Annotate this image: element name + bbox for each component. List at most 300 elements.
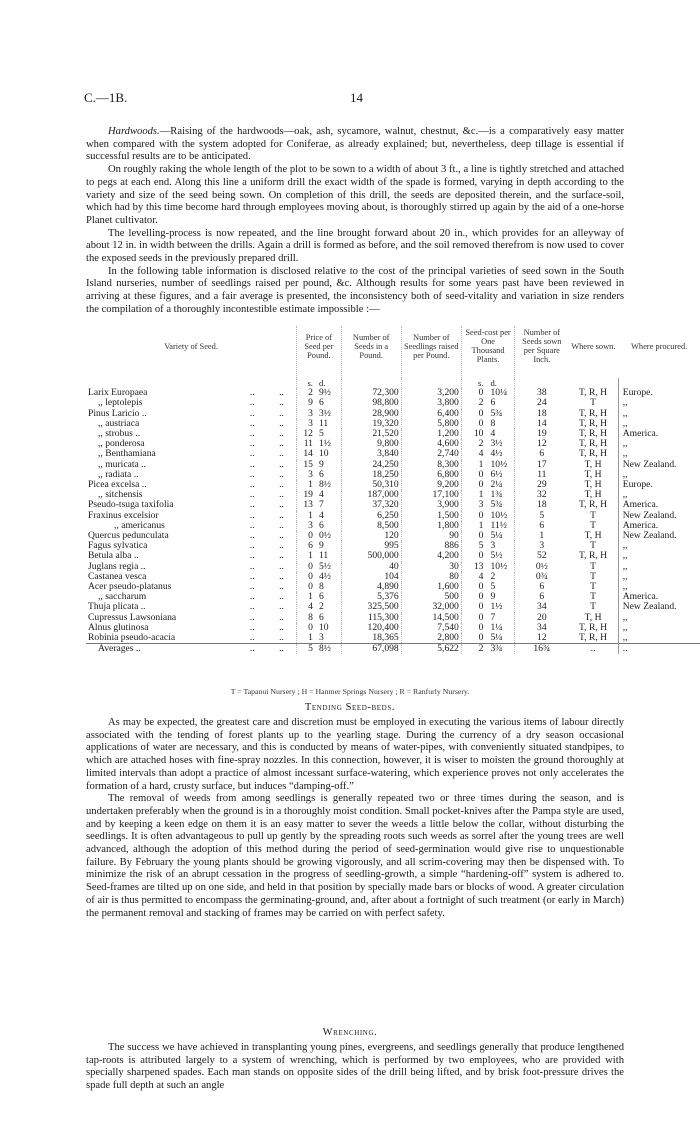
seeds-per-pound-cell: 28,900 <box>341 409 401 419</box>
where-sown-cell: T <box>590 581 596 593</box>
where-procured-cell: ,, <box>618 562 700 572</box>
seeds-per-inch-cell: 34 <box>515 623 569 633</box>
where-sown-cell: T <box>590 397 596 409</box>
avg-seedlings: 5,622 <box>401 644 461 655</box>
price-pence-cell: 1½ <box>318 438 331 450</box>
seedlings-per-pound-cell: 32,000 <box>401 602 461 612</box>
page-header <box>84 90 624 106</box>
leader-dots: .. <box>279 417 284 429</box>
cost-shillings-cell: 0 <box>461 511 485 521</box>
price-pence-cell: 3 <box>318 632 324 644</box>
seeds-per-pound-cell: 21,520 <box>341 429 401 439</box>
cost-shillings-cell: 1 <box>461 490 485 500</box>
leader-dots: .. <box>279 601 284 613</box>
price-pence-cell: 9 <box>318 458 324 470</box>
averages-row <box>86 644 700 655</box>
cost-shillings-cell: 0 <box>461 602 485 612</box>
leader-dots: .. <box>249 438 255 450</box>
seeds-per-inch-cell: 18 <box>515 409 569 419</box>
leader-dots: .. <box>249 601 255 613</box>
leader-dots: .. <box>279 550 284 562</box>
leader-dots: .. <box>249 458 255 470</box>
price-pence-cell: 9½ <box>318 387 331 399</box>
seeds-per-inch-cell: 12 <box>515 439 569 449</box>
cost-shillings-cell: 13 <box>461 562 485 572</box>
variety-cell: ,, ponderosa <box>98 438 145 450</box>
seeds-per-pound-cell: 500,000 <box>341 551 401 561</box>
variety-cell: Pseudo-tsuga taxifolia <box>88 499 174 511</box>
variety-cell: ,, leptolepis <box>98 397 143 409</box>
leader-dots: .. <box>249 489 255 501</box>
leader-dots: .. <box>249 570 255 582</box>
variety-cell: ,, muricata .. <box>98 458 146 470</box>
variety-cell: ,, sitchensis <box>98 489 143 501</box>
seedlings-per-pound-cell: 3,800 <box>401 398 461 408</box>
cost-shillings-cell: 2 <box>461 398 485 408</box>
variety-cell: Acer pseudo-platanus <box>88 581 172 593</box>
seeds-per-inch-cell: 20 <box>515 613 569 623</box>
where-procured-cell: ,, <box>618 572 700 582</box>
seeds-per-pound-cell: 3,840 <box>341 449 401 459</box>
price-shillings-cell: 1 <box>297 592 315 602</box>
where-sown-cell: T, R, H <box>579 621 608 633</box>
cost-shillings-cell: 0 <box>461 613 485 623</box>
cost-pence-cell: 5¼ <box>490 632 503 644</box>
price-shillings-cell: 1 <box>297 511 315 521</box>
cost-pence-cell: 5¾ <box>490 499 503 511</box>
variety-cell: ,, radiata .. <box>98 468 139 480</box>
leader-dots: .. <box>249 468 255 480</box>
leader-dots: .. <box>279 621 284 633</box>
where-sown-cell: T, H <box>584 611 602 623</box>
variety-cell: ,, austriaca <box>98 417 140 429</box>
where-procured-cell: America. <box>618 429 700 439</box>
price-shillings-cell: 3 <box>297 419 315 429</box>
leader-dots: .. <box>249 387 255 399</box>
seeds-per-pound-cell: 98,800 <box>341 398 401 408</box>
paragraph: On roughly raking the whole length of the plot to be sown to a width of about 3 ft., a line is tightly stretched and attached to pegs at each end. Along this line a uniform drill the exact width of the spade is formed, varying in depth according to the variety and size of the seed being sown. On completion of this drill, the seeds are deposited therein, and the surface-soil, which had by this time become hard through employees moving about, is thoroughly stirred up again by the aid of a one-horse Planet cultivator. <box>86 164 624 226</box>
price-shillings-cell: 11 <box>297 439 315 449</box>
where-procured-cell: ,, <box>618 582 700 592</box>
where-sown-cell: T, R, H <box>579 550 608 562</box>
leader-dots: .. <box>279 611 284 623</box>
price-shillings-cell: 1 <box>297 633 315 644</box>
seedlings-per-pound-cell: 8,300 <box>401 460 461 470</box>
col-header-variety: Variety of Seed. <box>164 341 218 351</box>
cost-shillings-cell: 0 <box>461 409 485 419</box>
cost-pence-cell: 5¾ <box>490 407 503 419</box>
table-header-row <box>86 326 700 378</box>
col-header-seedlings: Number of Seedlings raised per Pound. <box>401 326 461 378</box>
seedlings-per-pound-cell: 9,200 <box>401 480 461 490</box>
seeds-per-pound-cell: 120 <box>341 531 401 541</box>
price-pence-cell: 5½ <box>318 560 331 572</box>
seeds-per-pound-cell: 120,400 <box>341 623 401 633</box>
seeds-per-inch-cell: 6 <box>515 582 569 592</box>
leader-dots: .. <box>249 540 255 552</box>
seeds-per-inch-cell: 6 <box>515 449 569 459</box>
leader-dots: .. <box>279 407 284 419</box>
seeds-per-pound-cell: 5,376 <box>341 592 401 602</box>
unit-shillings: s. <box>297 378 315 388</box>
averages-label: Averages .. <box>86 644 238 655</box>
cost-pence-cell: 5½ <box>490 550 503 562</box>
variety-cell: Castanea vesca <box>88 570 147 582</box>
where-procured-cell: America. <box>618 500 700 510</box>
leader-dots: .. <box>249 428 255 440</box>
price-pence-cell: 6 <box>318 468 324 480</box>
leader-dots: .. <box>279 499 284 511</box>
leader-dots: .. <box>249 407 255 419</box>
cost-shillings-cell: 0 <box>461 633 485 644</box>
where-sown-cell: T, H <box>584 489 602 501</box>
seeds-per-pound-cell: 72,300 <box>341 388 401 398</box>
leader-dots: .. <box>279 540 284 552</box>
cost-pence-cell: 9 <box>490 591 496 603</box>
leader-dots: .. <box>238 644 267 655</box>
leader-dots: .. <box>249 448 255 460</box>
leader-dots: .. <box>249 417 255 429</box>
col-header-procured: Where procured. <box>630 341 688 351</box>
where-sown-cell: T, H <box>584 468 602 480</box>
seeds-per-inch-cell: 19 <box>515 429 569 439</box>
leader-dots: .. <box>279 570 284 582</box>
where-sown-cell: T, R, H <box>579 407 608 419</box>
avg-seeds: 67,098 <box>341 644 401 655</box>
where-procured-cell: ,, <box>618 398 700 408</box>
seed-table <box>86 326 700 654</box>
section-heading-tending: Tending Seed-beds. <box>304 702 396 713</box>
section-heading-wrenching: Wrenching. <box>322 1027 378 1038</box>
price-pence-cell: 3½ <box>318 407 331 419</box>
price-shillings-cell: 1 <box>297 551 315 561</box>
variety-cell: Pinus Laricio .. <box>88 407 147 419</box>
cost-pence-cell: 4½ <box>490 448 503 460</box>
where-procured-cell: ,, <box>618 439 700 449</box>
cost-shillings-cell: 0 <box>461 419 485 429</box>
price-pence-cell: 6 <box>318 397 324 409</box>
variety-cell: ,, saccharum <box>98 591 147 603</box>
seeds-per-pound-cell: 4,890 <box>341 582 401 592</box>
seeds-per-inch-cell: 18 <box>515 500 569 510</box>
paragraph: As may be expected, the greatest care and discretion must be employed in executing the various items of labour directly associated with the tending of forest plants up to the yearling stage. During the currency of a dry season occasional applications of water are necessary, and this is conducted by means of water-pipes, with conveniently situated standpipes, to which are attached hoses with fine-spray nozzles. In this connection, however, it is wiser to moisten the ground thoroughly at limited intervals than adopt a practice of almost incessant surface-watering, which experience proves not only accelerates the formation of a hard, crusty surface, but induces “damping-off.” <box>86 717 624 792</box>
where-procured-cell: Europe. <box>618 480 700 490</box>
leader-dots: .. <box>279 458 284 470</box>
leader-dots: .. <box>279 581 284 593</box>
leader-dots: .. <box>249 632 255 644</box>
cost-shillings-cell: 4 <box>461 572 485 582</box>
seedlings-per-pound-cell: 5,800 <box>401 419 461 429</box>
where-procured-cell: New Zealand. <box>618 531 700 541</box>
cost-shillings-cell: 3 <box>461 500 485 510</box>
cost-shillings-cell: 10 <box>461 429 485 439</box>
seedlings-per-pound-cell: 886 <box>401 541 461 551</box>
paragraph: The success we have achieved in transplanting young pines, evergreens, and seedlings generally that produce lengthened tap-roots is attributed largely to a system of wrenching, which is performed by two employees, who are provided with specially sharpened spades. Each man stands on opposite sides of the drill being lifted, and by brisk foot-pressure drives the spade full depth at such an angle <box>86 1042 624 1092</box>
price-shillings-cell: 0 <box>297 582 315 592</box>
price-shillings-cell: 3 <box>297 521 315 531</box>
leader-dots: .. <box>249 550 255 562</box>
avg-cost-pence: 3¾ <box>485 644 514 655</box>
table-row <box>86 633 700 644</box>
where-procured-cell: ,, <box>618 541 700 551</box>
price-shillings-cell: 14 <box>297 449 315 459</box>
cost-pence-cell: 2 <box>490 570 496 582</box>
seeds-per-pound-cell: 115,300 <box>341 613 401 623</box>
unit-shillings: s. <box>461 378 485 388</box>
price-pence-cell: 6 <box>318 591 324 603</box>
where-procured-cell: ,, <box>618 551 700 561</box>
where-procured-cell: New Zealand. <box>618 460 700 470</box>
price-shillings-cell: 3 <box>297 409 315 419</box>
table-body <box>86 378 700 654</box>
cost-pence-cell: 1¼ <box>490 621 503 633</box>
where-procured-cell: ,, <box>618 419 700 429</box>
col-header-where-sown: Where sown. <box>571 341 616 351</box>
col-header-price: Price of Seed per Pound. <box>297 326 342 378</box>
price-shillings-cell: 3 <box>297 470 315 480</box>
seedlings-per-pound-cell: 6,800 <box>401 470 461 480</box>
cost-pence-cell: 10½ <box>490 458 508 470</box>
variety-cell: Betula alba .. <box>88 550 139 562</box>
page-number: 14 <box>350 90 363 105</box>
cost-shillings-cell: 0 <box>461 623 485 633</box>
variety-cell: Cupressus Lawsoniana <box>88 611 177 623</box>
seeds-per-pound-cell: 24,250 <box>341 460 401 470</box>
seedlings-per-pound-cell: 4,200 <box>401 551 461 561</box>
leader-dots: .. <box>249 621 255 633</box>
cost-pence-cell: 2¼ <box>490 479 503 491</box>
seedlings-per-pound-cell: 500 <box>401 592 461 602</box>
col-header-sown-per-inch: Number of Seeds sown per Square Inch. <box>515 326 569 378</box>
price-pence-cell: 6 <box>318 519 324 531</box>
cost-shillings-cell: 4 <box>461 449 485 459</box>
avg-procured: .. <box>618 644 700 655</box>
where-procured-cell: ,, <box>618 490 700 500</box>
seedlings-per-pound-cell: 80 <box>401 572 461 582</box>
seeds-per-pound-cell: 37,320 <box>341 500 401 510</box>
variety-cell: Robinia pseudo-acacia <box>88 632 176 644</box>
seedlings-per-pound-cell: 6,400 <box>401 409 461 419</box>
lead-italic: Hardwoods. <box>108 126 160 137</box>
seedlings-per-pound-cell: 1,200 <box>401 429 461 439</box>
cost-shillings-cell: 0 <box>461 531 485 541</box>
where-procured-cell: America. <box>618 521 700 531</box>
price-pence-cell: 8 <box>318 581 324 593</box>
price-pence-cell: 6 <box>318 611 324 623</box>
price-shillings-cell: 0 <box>297 531 315 541</box>
cost-pence-cell: 1¾ <box>490 489 503 501</box>
leader-dots: .. <box>279 397 284 409</box>
where-sown-cell: T, R, H <box>579 387 608 399</box>
cost-pence-cell: 10½ <box>490 509 508 521</box>
price-shillings-cell: 1 <box>297 480 315 490</box>
where-sown-cell: T <box>590 591 596 603</box>
seedlings-per-pound-cell: 1,800 <box>401 521 461 531</box>
where-sown-cell: T, R, H <box>579 499 608 511</box>
where-procured-cell: Europe. <box>618 388 700 398</box>
leader-dots: .. <box>249 530 255 542</box>
price-shillings-cell: 0 <box>297 572 315 582</box>
price-shillings-cell: 15 <box>297 460 315 470</box>
where-sown-cell: T, R, H <box>579 428 608 440</box>
leader-dots: .. <box>279 448 284 460</box>
leader-dots: .. <box>279 591 284 603</box>
price-pence-cell: 0½ <box>318 530 331 542</box>
where-sown-cell: T <box>590 560 596 572</box>
where-sown-cell: T <box>590 509 596 521</box>
col-header-seeds: Number of Seeds in a Pound. <box>341 326 401 378</box>
seeds-per-inch-cell: 6 <box>515 521 569 531</box>
cost-pence-cell: 5 <box>490 581 496 593</box>
leader-dots: .. <box>279 509 284 521</box>
price-pence-cell: 9 <box>318 540 324 552</box>
avg-seeds-per-inch: 16¾ <box>515 644 569 655</box>
price-shillings-cell: 6 <box>297 541 315 551</box>
seeds-per-inch-cell: 5 <box>515 511 569 521</box>
avg-price-pence: 8½ <box>315 644 341 655</box>
variety-cell: Fagus sylvatica <box>88 540 148 552</box>
seeds-per-pound-cell: 6,250 <box>341 511 401 521</box>
price-pence-cell: 11 <box>318 550 329 562</box>
cost-pence-cell: 10¼ <box>490 387 508 399</box>
seeds-per-inch-cell: 14 <box>515 419 569 429</box>
leader-dots: .. <box>279 468 284 480</box>
where-sown-cell: T, H <box>584 458 602 470</box>
seeds-per-pound-cell: 187,000 <box>341 490 401 500</box>
where-sown-cell: T, H <box>584 530 602 542</box>
seedlings-per-pound-cell: 7,540 <box>401 623 461 633</box>
leader-dots: .. <box>279 519 284 531</box>
seeds-per-pound-cell: 18,250 <box>341 470 401 480</box>
leader-dots: .. <box>279 530 284 542</box>
leader-dots: .. <box>279 438 284 450</box>
unit-pence: d. <box>318 378 326 388</box>
paragraph: The levelling-process is now repeated, and the line brought forward about 20 in., which provides for an alleyway of about 12 in. in width between the drills. Again a drill is formed as before, and the soil removed therefrom is now used to cover the exposed seeds in the previously prepared drill. <box>86 227 624 265</box>
leader-dots: .. <box>249 611 255 623</box>
avg-where-sown: .. <box>568 644 618 655</box>
variety-cell: Fraxinus excelsior <box>88 509 159 521</box>
seeds-per-inch-cell: 1 <box>515 531 569 541</box>
variety-cell: Thuja plicata .. <box>88 601 146 613</box>
where-sown-cell: T, R, H <box>579 632 608 644</box>
price-pence-cell: 10 <box>318 621 329 633</box>
leader-dots: .. <box>279 489 284 501</box>
seeds-per-inch-cell: 52 <box>515 551 569 561</box>
where-sown-cell: T <box>590 540 596 552</box>
variety-cell: ,, americanus <box>114 519 165 531</box>
where-sown-cell: T <box>590 601 596 613</box>
price-pence-cell: 4 <box>318 509 324 521</box>
cost-shillings-cell: 0 <box>461 592 485 602</box>
seeds-per-inch-cell: 0¾ <box>515 572 569 582</box>
cost-shillings-cell: 2 <box>461 439 485 449</box>
where-sown-cell: T, H <box>584 479 602 491</box>
unit-pence: d. <box>490 378 497 388</box>
seeds-per-inch-cell: 0½ <box>515 562 569 572</box>
cost-shillings-cell: 1 <box>461 460 485 470</box>
seedlings-per-pound-cell: 14,500 <box>401 613 461 623</box>
where-procured-cell: ,, <box>618 470 700 480</box>
leader-dots: .. <box>267 644 297 655</box>
variety-cell: Picea excelsa .. <box>88 479 147 491</box>
where-procured-cell: New Zealand. <box>618 511 700 521</box>
seeds-per-inch-cell: 32 <box>515 490 569 500</box>
seeds-per-pound-cell: 40 <box>341 562 401 572</box>
cost-shillings-cell: 5 <box>461 541 485 551</box>
price-shillings-cell: 9 <box>297 398 315 408</box>
where-procured-cell: ,, <box>618 613 700 623</box>
leader-dots: .. <box>249 479 255 491</box>
leader-dots: .. <box>249 397 255 409</box>
where-sown-cell: T <box>590 570 596 582</box>
cost-shillings-cell: 0 <box>461 551 485 561</box>
leader-dots: .. <box>279 632 284 644</box>
seeds-per-inch-cell: 6 <box>515 592 569 602</box>
seeds-per-inch-cell: 34 <box>515 602 569 612</box>
seedlings-per-pound-cell: 90 <box>401 531 461 541</box>
price-pence-cell: 8½ <box>318 479 331 491</box>
cost-pence-cell: 6½ <box>490 468 503 480</box>
seeds-per-inch-cell: 24 <box>515 398 569 408</box>
cost-shillings-cell: 1 <box>461 521 485 531</box>
cost-pence-cell: 1½ <box>490 601 503 613</box>
cost-pence-cell: 6 <box>490 397 496 409</box>
cost-pence-cell: 3½ <box>490 438 503 450</box>
cost-shillings-cell: 0 <box>461 470 485 480</box>
leader-dots: .. <box>249 591 255 603</box>
seeds-per-inch-cell: 17 <box>515 460 569 470</box>
document-code: C.—1B. <box>84 90 128 105</box>
price-pence-cell: 4 <box>318 489 324 501</box>
price-pence-cell: 4½ <box>318 570 331 582</box>
cost-pence-cell: 4 <box>490 428 496 440</box>
price-shillings-cell: 13 <box>297 500 315 510</box>
cost-shillings-cell: 0 <box>461 480 485 490</box>
avg-cost-shillings: 2 <box>461 644 485 655</box>
paragraph: In the following table information is disclosed relative to the cost of the principal varieties of seed sown in the South Island nurseries, number of seedlings raised per pound, &c. Although results for some years past have been reviewed in arriving at these figures, and a fair average is presented, the inconsistency both of seed-vitality and variation in size renders the compilation of a thoroughly incontestible estimate impossible :— <box>86 265 624 315</box>
leader-dots: .. <box>249 560 255 572</box>
variety-cell: Quercus pedunculata <box>88 530 169 542</box>
where-procured-cell: America. <box>618 592 700 602</box>
where-sown-cell: T <box>590 519 596 531</box>
leader-dots: .. <box>249 499 255 511</box>
seedlings-per-pound-cell: 17,100 <box>401 490 461 500</box>
price-shillings-cell: 12 <box>297 429 315 439</box>
seeds-per-pound-cell: 995 <box>341 541 401 551</box>
seedlings-per-pound-cell: 3,900 <box>401 500 461 510</box>
cost-pence-cell: 5¼ <box>490 530 503 542</box>
intro-section <box>86 126 624 317</box>
price-shillings-cell: 2 <box>297 388 315 398</box>
seedlings-per-pound-cell: 3,200 <box>401 388 461 398</box>
seedlings-per-pound-cell: 2,740 <box>401 449 461 459</box>
seedlings-per-pound-cell: 4,600 <box>401 439 461 449</box>
price-pence-cell: 5 <box>318 428 324 440</box>
nursery-legend: T = Tapanui Nursery ; H = Hanmer Springs Nursery ; R = Ranfurly Nursery. <box>230 687 470 696</box>
seeds-per-inch-cell: 12 <box>515 633 569 644</box>
avg-price-shillings: 5 <box>297 644 315 655</box>
seedlings-per-pound-cell: 1,500 <box>401 511 461 521</box>
cost-pence-cell: 11½ <box>490 519 507 531</box>
where-procured-cell: New Zealand. <box>618 602 700 612</box>
seeds-per-pound-cell: 104 <box>341 572 401 582</box>
tending-section <box>86 717 624 920</box>
cost-pence-cell: 3 <box>490 540 496 552</box>
price-pence-cell: 11 <box>318 417 329 429</box>
price-shillings-cell: 19 <box>297 490 315 500</box>
where-sown-cell: T, R, H <box>579 448 608 460</box>
leader-dots: .. <box>249 519 255 531</box>
